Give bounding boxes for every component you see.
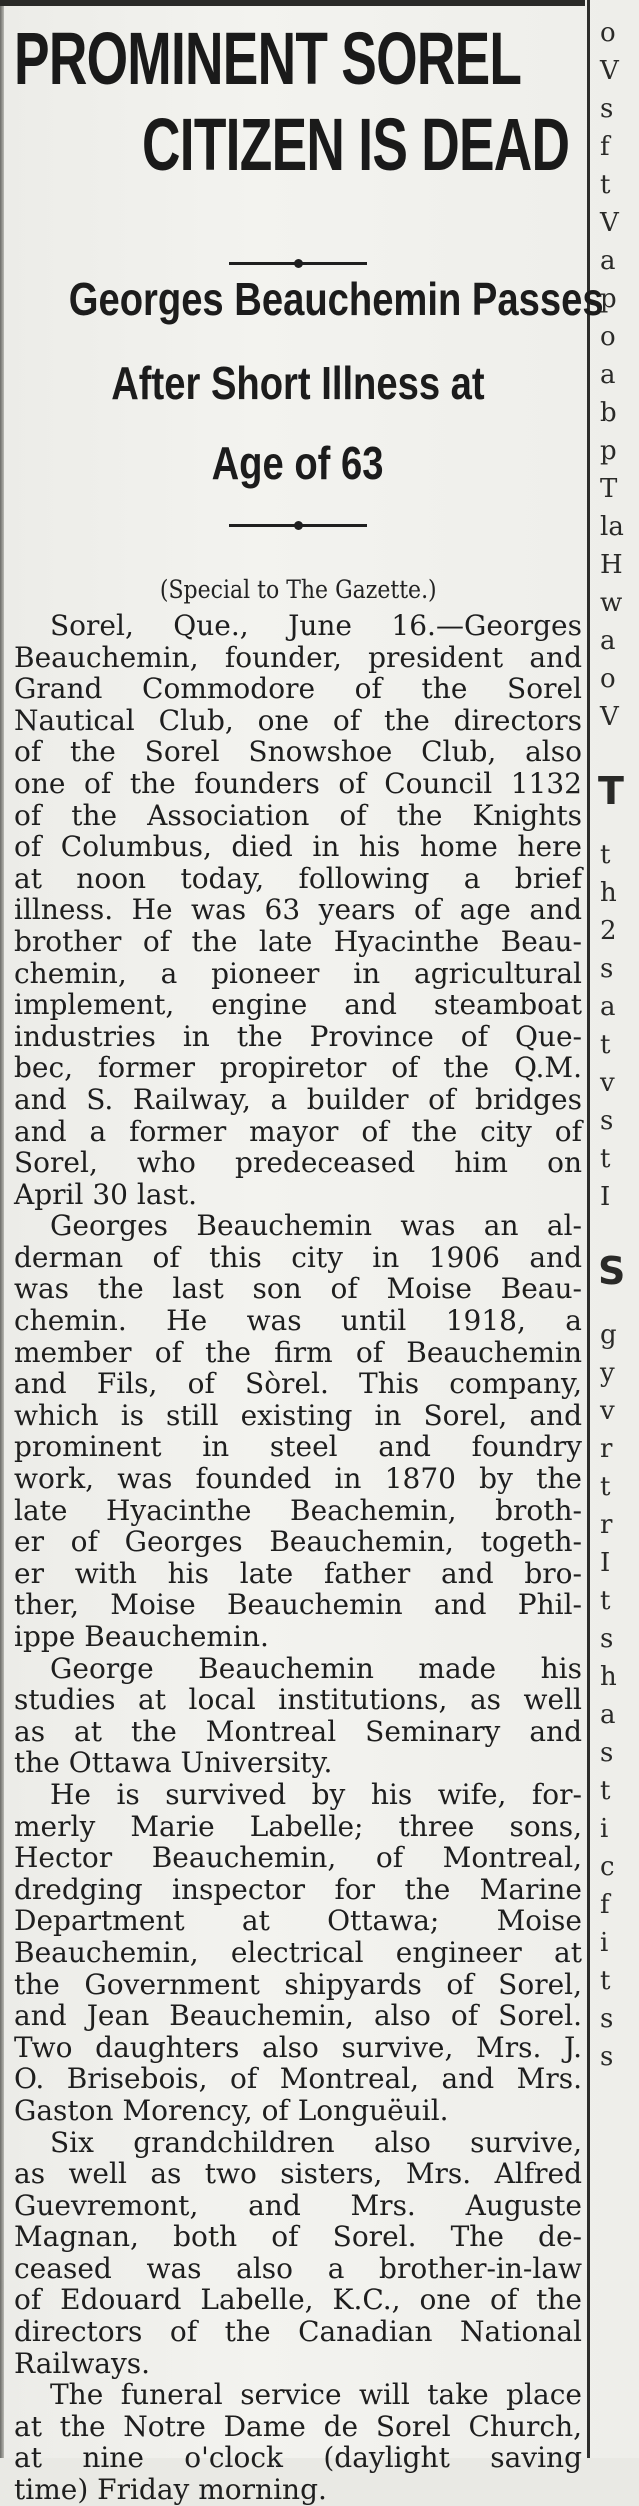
body-line: The funeral service will take place [50,2378,582,2412]
body-line: Georges Beauchemin was an al- [50,1209,582,1243]
body-line: dredging inspector for the Marine [14,1872,582,1906]
adjacent-column-letter: o [600,322,616,352]
credit-line: (Special to The Gazette.) [159,575,437,604]
body-line: and a former mayor of the city of [14,1114,582,1148]
adjacent-column-letter: i [600,1814,609,1844]
adjacent-column-letter: r [600,1510,613,1540]
adjacent-column-letter: a [600,1700,616,1730]
body-line: member of the firm of Beauchemin [14,1335,582,1369]
adjacent-column-letter: I [600,1548,611,1578]
body-line: He is survived by his wife, for- [50,1777,582,1811]
adjacent-column-letter: f [600,132,610,162]
adjacent-column-letter: t [600,1472,611,1502]
body-line: time) Friday morning. [14,2473,327,2506]
adjacent-column-letter: p [600,284,617,314]
body-line: prominent in steel and foundry [14,1430,582,1464]
adjacent-column-letter: i [600,1928,609,1958]
body-line: directors of the Canadian National [14,2315,582,2349]
body-line: which is still existing in Sorel, and [14,1398,582,1432]
adjacent-column-letter: t [600,1144,611,1174]
body-line: one of the founders of Council 1132 [14,766,582,800]
headline-divider [229,262,367,265]
body-line: George Beauchemin made his [50,1651,582,1685]
adjacent-column-letter: v [600,1068,615,1098]
adjacent-column-letter: s [600,2004,614,2034]
body-line: brother of the late Hyacinthe Beau- [14,924,582,958]
body-line: Six grandchildren also survive, [50,2125,582,2159]
body-line: at the Notre Dame de Sorel Church, [14,2409,582,2443]
adjacent-column-letter: H [600,550,623,580]
adjacent-column-letter: t [600,1776,611,1806]
body-line: ceased was also a brother-in-law [14,2251,582,2285]
adjacent-column-letter: c [600,1852,615,1882]
body-line: Beauchemin, founder, president and [14,640,582,674]
adjacent-column-letter: p [600,436,617,466]
body-line: was the last son of Moise Beau- [14,1272,582,1306]
body-line: and Fils, of Sòrel. This company, [14,1367,582,1401]
body-line: Two daughters also survive, Mrs. J. [14,2030,582,2064]
adjacent-column-letter: t [600,1586,611,1616]
body-line: Beauchemin, electrical engineer at [14,1935,582,1969]
body-line: Hector Beauchemin, of Montreal, [14,1841,582,1875]
body-line: of the Association of the Knights [14,798,582,832]
body-line: as well as two sisters, Mrs. Alfred [14,2157,582,2191]
adjacent-column-letter: r [600,1434,613,1464]
body-line: bec, former propiretor of the Q.M. [14,1051,582,1085]
adjacent-column-letter: t [600,840,611,870]
adjacent-column-letter: t [600,1966,611,1996]
body-line: Guevremont, and Mrs. Auguste [14,2188,582,2222]
body-line: Grand Commodore of the Sorel [14,672,582,706]
adjacent-column-letter: s [600,2042,614,2072]
headline-line-1: PROMINENT SOREL [14,17,522,100]
body-line: April 30 last. [14,1177,198,1211]
adjacent-column-letter: a [600,626,616,656]
adjacent-column-letter: h [600,1662,617,1692]
deck-divider [229,524,367,527]
body-line: er with his late father and bro- [14,1556,582,1590]
body-line: ther, Moise Beauchemin and Phil- [14,1588,582,1622]
adjacent-column-letter: w [600,588,623,618]
deck-line-2: After Short Illness at [111,357,485,409]
body-line: as at the Montreal Seminary and [14,1714,582,1748]
body-line: Sorel, Que., June 16.—Georges [50,609,582,642]
adjacent-column-letter: s [600,1624,614,1654]
body-line: Gaston Morency, of Longuëuil. [14,2093,449,2127]
adjacent-column-letter: V [600,208,619,238]
body-line: Department at Ottawa; Moise [14,1904,582,1938]
body-line: implement, engine and steamboat [14,988,582,1022]
adjacent-column-letter: b [600,398,617,428]
body-line: the Ottawa University. [14,1746,333,1780]
body-line: Magnan, both of Sorel. The de- [14,2220,582,2254]
adjacent-column-letter: T [598,769,624,813]
body-line: studies at local institutions, as well [14,1683,582,1717]
adjacent-column-letter: f [600,1890,610,1920]
adjacent-column-letter: g [600,1320,617,1350]
adjacent-column-letter: a [600,246,616,276]
body-line: the Government shipyards of Sorel, [14,1967,582,2001]
body-line: chemin. He was until 1918, a [14,1304,582,1338]
deck-line-1: Georges Beauchemin Passes [68,273,604,325]
page-edge [0,0,4,2458]
adjacent-column-letter: s [600,1738,614,1768]
adjacent-column-letter: h [600,878,617,908]
body-line: and Jean Beauchemin, also of Sorel. [14,1999,582,2033]
body-line: and S. Railway, a builder of bridges [14,1082,582,1116]
body-line: at nine o'clock (daylight saving [14,2441,582,2475]
adjacent-column-letter: S [598,1249,626,1293]
top-rule [0,0,585,6]
body-line: Nautical Club, one of the directors [14,703,582,737]
adjacent-column-letter: V [600,702,619,732]
body-line: late Hyacinthe Beachemin, broth- [14,1493,582,1527]
deck-line-3: Age of 63 [212,437,384,489]
adjacent-column-letter: V [600,56,619,86]
body-line: of Edouard Labelle, K.C., one of the [14,2283,582,2317]
body-line: derman of this city in 1906 and [14,1240,582,1274]
adjacent-column-letter: t [600,1030,611,1060]
adjacent-column-letter: o [600,18,616,48]
adjacent-column-letter: v [600,1396,615,1426]
adjacent-column-letter: T [600,474,618,504]
adjacent-column-letter: o [600,664,616,694]
adjacent-column-letter: a [600,360,616,390]
body-line: work, was founded in 1870 by the [14,1462,582,1496]
adjacent-column-letter: s [600,954,614,984]
column-rule [587,0,590,2458]
adjacent-column-letter: a [600,992,616,1022]
body-line: Sorel, who predeceased him on [14,1146,582,1180]
adjacent-column-letter: la [600,512,624,542]
adjacent-column-letter: I [600,1182,611,1212]
body-line: of the Sorel Snowshoe Club, also [14,735,582,769]
body-line: industries in the Province of Que- [14,1019,582,1053]
body-line: illness. He was 63 years of age and [14,893,582,927]
adjacent-column-letter: y [600,1358,615,1388]
article-body [14,610,582,2506]
body-line: of Columbus, died in his home here [14,830,582,864]
adjacent-column-letter: s [600,94,614,124]
body-line: er of Georges Beauchemin, togeth- [14,1525,582,1559]
adjacent-column-letter: t [600,170,611,200]
body-line: chemin, a pioneer in agricultural [14,956,582,990]
headline-line-2: CITIZEN IS DEAD [142,103,570,186]
body-line: ippe Beauchemin. [14,1620,269,1653]
body-line: merly Marie Labelle; three sons, [14,1809,582,1843]
body-line: at noon today, following a brief [14,861,582,895]
adjacent-column-letter: s [600,1106,614,1136]
body-line: O. Brisebois, of Montreal, and Mrs. [14,2062,582,2096]
adjacent-column-fragment [594,0,639,2458]
adjacent-column-letter: 2 [600,916,617,946]
body-line: Railways. [14,2346,151,2380]
